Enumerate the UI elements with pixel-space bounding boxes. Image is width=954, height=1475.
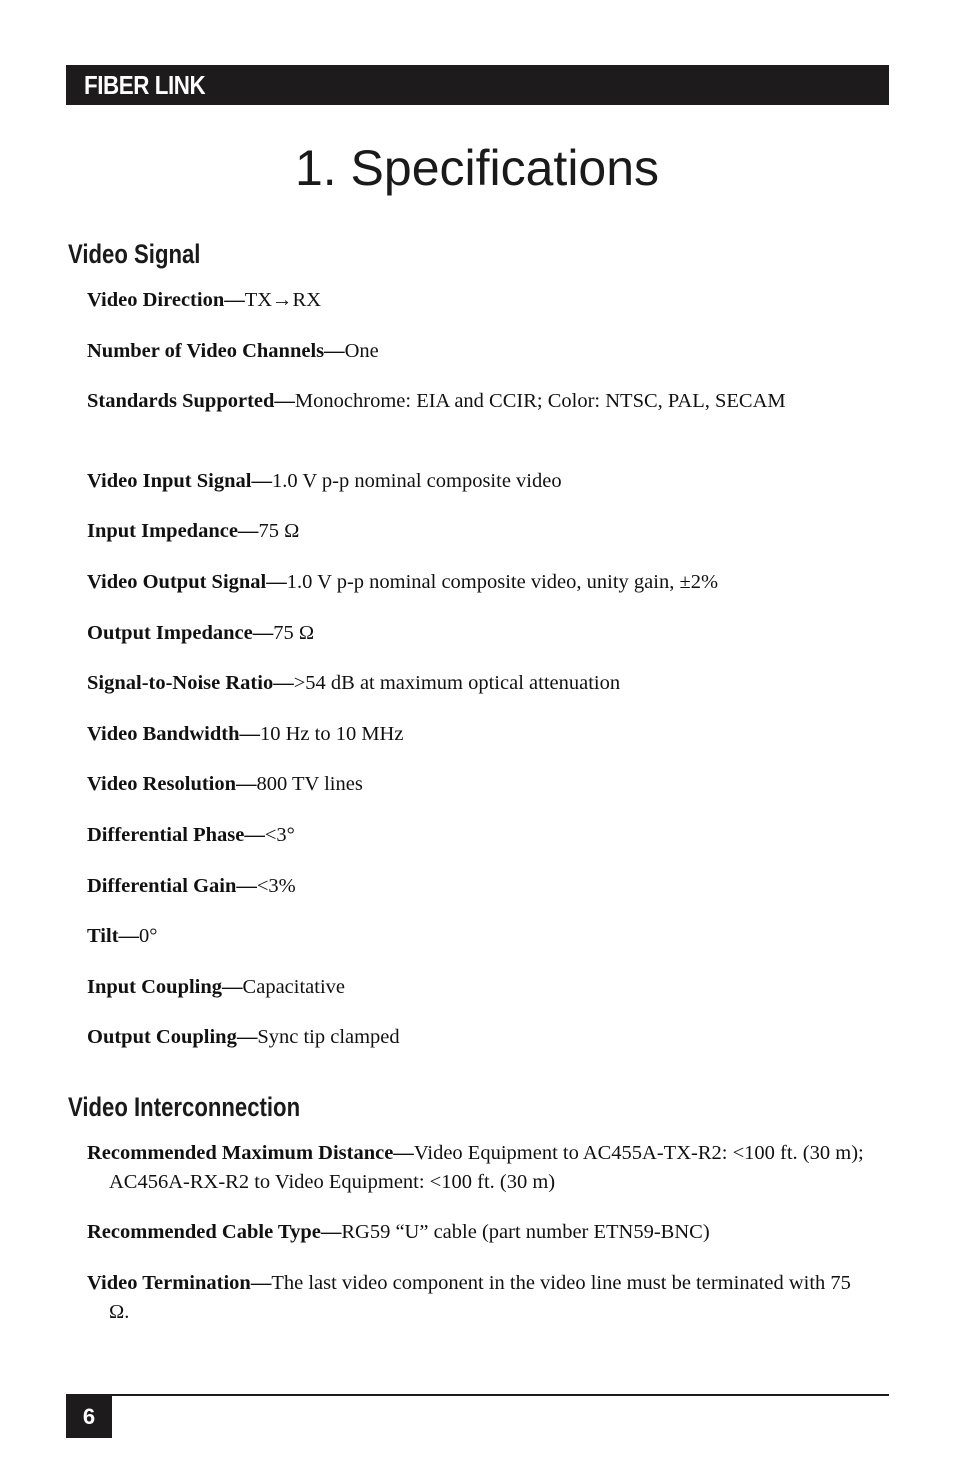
spec-input-impedance: Input Impedance—75 Ω bbox=[87, 520, 300, 542]
spec-video-termination: Video Termination—The last video component in the video line must be terminated with 75 Ω. bbox=[87, 1272, 851, 1323]
spec-video-output-signal: Video Output Signal—1.0 V p-p nominal composite video, unity gain, ±2% bbox=[87, 571, 719, 593]
spec-number-of-video-channels: Number of Video Channels—One bbox=[87, 340, 379, 362]
footer-rule bbox=[66, 1394, 889, 1396]
spec-standards-supported: Standards Supported—Monochrome: EIA and CCIR; Color: NTSC, PAL, SECAM bbox=[87, 390, 786, 412]
spec-input-coupling: Input Coupling—Capacitative bbox=[87, 976, 345, 998]
page-number: 6 bbox=[66, 1394, 112, 1438]
spec-video-direction: Video Direction—TX→RX bbox=[87, 289, 322, 311]
spec-differential-phase: Differential Phase—<3° bbox=[87, 824, 295, 846]
spec-recommended-maximum-distance: Recommended Maximum Distance—Video Equipment to AC455A-TX-R2: <100 ft. (30 m); AC456A-RX-R2 to Video Equipment: <100 ft. (30 m) bbox=[87, 1142, 864, 1193]
spec-signal-to-noise-ratio: Signal-to-Noise Ratio—>54 dB at maximum optical attenuation bbox=[87, 672, 621, 694]
section-heading-video-interconnection: Video Interconnection bbox=[68, 1092, 301, 1122]
spec-recommended-cable-type: Recommended Cable Type—RG59 “U” cable (part number ETN59-BNC) bbox=[87, 1221, 710, 1243]
spec-output-coupling: Output Coupling—Sync tip clamped bbox=[87, 1026, 400, 1048]
spec-differential-gain: Differential Gain—<3% bbox=[87, 875, 296, 897]
header-bar bbox=[66, 65, 889, 105]
header-title: FIBER LINK bbox=[84, 70, 206, 100]
spec-video-bandwidth: Video Bandwidth—10 Hz to 10 MHz bbox=[87, 723, 404, 745]
section-heading-video-signal: Video Signal bbox=[68, 239, 201, 269]
spec-tilt: Tilt—0° bbox=[87, 925, 158, 947]
spec-video-resolution: Video Resolution—800 TV lines bbox=[87, 773, 363, 795]
spec-output-impedance: Output Impedance—75 Ω bbox=[87, 622, 315, 644]
page-title: 1. Specifications bbox=[294, 140, 660, 196]
spec-video-input-signal: Video Input Signal—1.0 V p-p nominal composite video bbox=[87, 470, 562, 492]
